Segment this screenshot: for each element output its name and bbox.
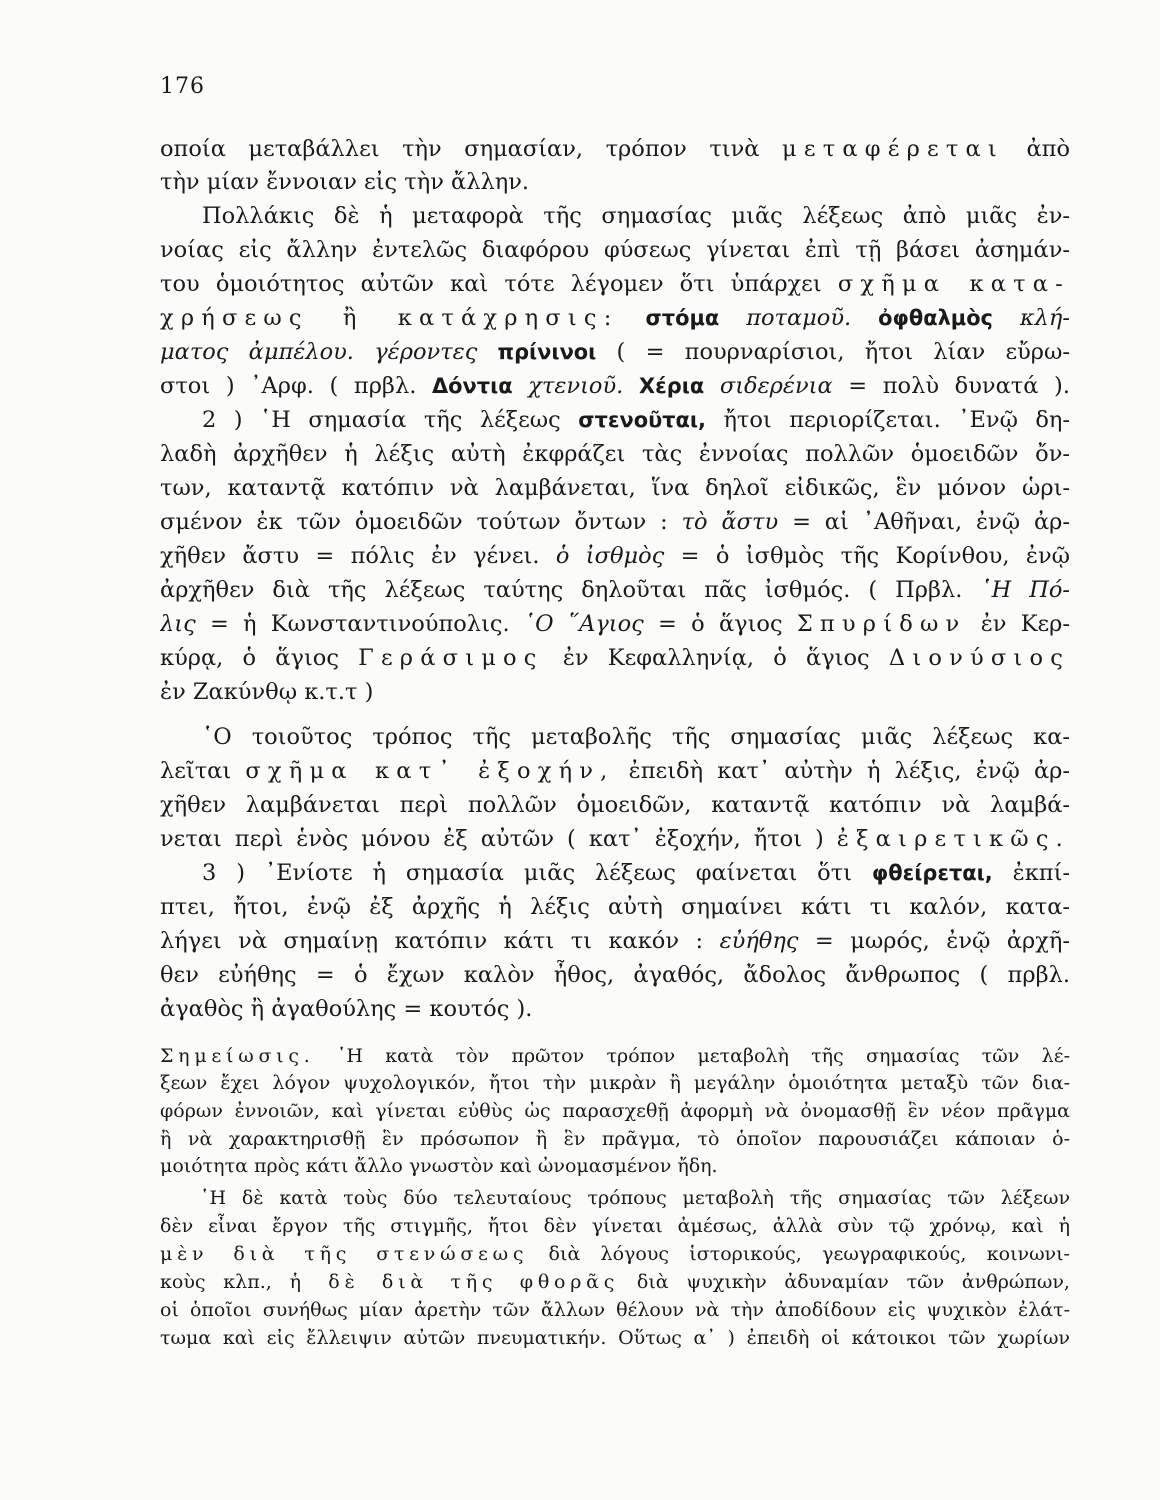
- text-line: κύρᾳ, ὁ ἅγιος Γεράσιμος ἐν Κεφαλληνίᾳ, ὁ ἅγιος Διονύσιος: [160, 645, 1070, 671]
- text-line: ῾Ο τοιοῦτος τρόπος τῆς μεταβολῆς τῆς σημασίας μιᾶς λέξεως κα-: [202, 724, 1070, 750]
- italic-example: χτενιοῦ.: [528, 373, 624, 399]
- text-line: στοι ) ᾿Αρφ. ( πρβλ. Δόντια χτενιοῦ. Χέρια σιδερένια = πολὺ δυνατά ).: [160, 373, 1070, 399]
- spaced-term: ἡ δὲ διὰ τῆς φθορᾶς: [289, 1271, 620, 1293]
- text-line: [160, 303, 1070, 333]
- text-line: του ὁμοιότητος αὐτῶν καὶ τότε λέγομεν ὅτι ὑπάρχει σχῆμα κατα-: [160, 271, 1070, 297]
- text-line: σμένον ἐκ τῶν ὁμοειδῶν τούτων ὄντων : τὸ ἄστυ = αἱ ᾿Αθῆναι, ἐνῷ ἀρ-: [160, 509, 1070, 535]
- spaced-term: σχῆμα κατ᾿ ἐξοχήν,: [245, 758, 615, 784]
- note-line: ξεων ἔχει λόγον ψυχολογικόν, ἤτοι τὴν μικρὰν ἢ μεγάλην ὁμοιότητα μεταξὺ τῶν δια-: [160, 1072, 1070, 1094]
- bold-term: στόμα: [645, 306, 720, 330]
- text-line: λις = ἡ Κωνσταντινούπολις. ῾Ο ῞Αγιος = ὁ ἅγιος Σπυρίδων ἐν Κερ-: [160, 611, 1070, 637]
- bold-term: πρίνινοι: [497, 340, 597, 364]
- text-line: ἀγαθὸς ἢ ἀγαθούλης = κουτός ).: [160, 996, 533, 1022]
- text-line: λήγει νὰ σημαίνῃ κατόπιν κάτι τι κακόν : εὐήθης = μωρός, ἐνῷ ἀρχῆ-: [160, 928, 1070, 954]
- italic-example: ποταμοῦ.: [746, 305, 852, 331]
- text-line: οποία μεταβάλλει τὴν σημασίαν, τρόπον τινὰ μεταφέρεται ἀπὸ: [160, 136, 1070, 162]
- italic-example: λις: [160, 611, 196, 637]
- spaced-term: μεταφέρεται: [782, 136, 1004, 162]
- italic-example: κλή-: [1019, 305, 1070, 331]
- bold-term: Χέρια: [638, 374, 705, 398]
- spaced-term: Γεράσιμος: [358, 645, 544, 671]
- text-line: χῆθεν ἄστυ = πόλις ἐν γένει. ὁ ἰσθμὸς = ὁ ἰσθμὸς τῆς Κορίνθου, ἐνῷ: [160, 543, 1070, 569]
- text-line: Πολλάκις δὲ ἡ μεταφορὰ τῆς σημασίας μιᾶς λέξεως ἀπὸ μιᾶς ἐν-: [202, 203, 1070, 229]
- text-line: ἐν Ζακύνθῳ κ.τ.τ ): [160, 679, 374, 705]
- note-line: μὲν διὰ τῆς στενώσεως διὰ λόγους ἱστορικούς, γεωγραφικούς, κοινωνι-: [160, 1243, 1070, 1265]
- spaced-term: Σπυρίδων: [796, 611, 967, 637]
- italic-example: ματος ἀμπέλου. γέροντες: [160, 339, 478, 365]
- note-line: ῾Η δὲ κατὰ τοὺς δύο τελευταίους τρόπους μεταβολὴ τῆς σημασίας τῶν λέξεων: [200, 1187, 1070, 1209]
- text-line: των, καταντᾷ κατόπιν νὰ λαμβάνεται, ἵνα δηλοῖ εἰδικῶς, ἓν μόνον ὡρι-: [160, 475, 1070, 501]
- bold-term: Δόντια: [432, 374, 513, 398]
- text-line: τὴν μίαν ἔννοιαν εἰς τὴν ἄλλην.: [160, 169, 530, 195]
- text-line: νεται περὶ ἑνὸς μόνου ἐξ αὐτῶν ( κατ᾿ ἐξοχήν, ἤτοι ) ἐξαιρετικῶς.: [160, 826, 1070, 852]
- bold-term: φθείρεται,: [871, 861, 993, 885]
- bold-term: στενοῦται,: [578, 408, 706, 432]
- text-line: χῆθεν λαμβάνεται περὶ πολλῶν ὁμοειδῶν, καταντᾷ κατόπιν νὰ λαμβά-: [160, 792, 1070, 818]
- note-line: ἢ νὰ χαρακτηρισθῇ ἓν πρόσωπον ἢ ἓν πρᾶγμα, τὸ ὁποῖον παρουσιάζει κάποιαν ὁ-: [160, 1128, 1070, 1150]
- bold-term: ὀφθαλμὸς: [878, 306, 993, 330]
- text-line: 3 ) ᾿Ενίοτε ἡ σημασία μιᾶς λέξεως φαίνεται ὅτι φθείρεται, ἐκπί-: [202, 860, 1070, 886]
- italic-example: ὁ ἰσθμὸς: [555, 543, 665, 569]
- italic-example: σιδερένια: [719, 373, 833, 399]
- spaced-term: Σημείωσις.: [160, 1045, 315, 1067]
- spaced-term: Διονύσιος: [888, 645, 1070, 671]
- text-line: θεν εὐήθης = ὁ ἔχων καλὸν ἦθος, ἀγαθός, ἄδολος ἄνθρωπος ( πρβλ.: [160, 962, 1070, 988]
- spaced-term: μὲν διὰ τῆς στενώσεως: [160, 1243, 529, 1265]
- note-line: τωμα καὶ εἰς ἔλλειψιν αὐτῶν πνευματικήν. Οὕτως α᾿ ) ἐπειδὴ οἱ κάτοικοι τῶν χωρίων: [160, 1327, 1070, 1349]
- note-line: φόρων ἐννοιῶν, καὶ γίνεται εὐθὺς ὡς παρασχεθῇ ἀφορμὴ νὰ ὀνομασθῇ ἓν νέον πρᾶγμα: [160, 1100, 1070, 1122]
- text-line: λεῖται σχῆμα κατ᾿ ἐξοχήν, ἐπειδὴ κατ᾿ αὐτὴν ἡ λέξις, ἐνῷ ἀρ-: [160, 758, 1070, 784]
- text-line: 2 ) ῾Η σημασία τῆς λέξεως στενοῦται, ἤτοι περιορίζεται. ᾿Ενῷ δη-: [202, 407, 1070, 433]
- page-number: 176: [160, 74, 205, 99]
- note-line: οἱ ὁποῖοι συνήθως μίαν ἀρετὴν τῶν ἄλλων θέλουν νὰ τὴν ἀποδίδουν εἰς ψυχικὸν ἐλάτ-: [160, 1299, 1070, 1321]
- note-line: δὲν εἶναι ἔργον τῆς στιγμῆς, ἤτοι δὲν γίνεται ἀμέσως, ἀλλὰ σὺν τῷ χρόνῳ, καὶ ἡ: [160, 1215, 1070, 1237]
- text-line: πτει, ἤτοι, ἐνῷ ἐξ ἀρχῆς ἡ λέξις αὐτὴ σημαίνει κάτι τι καλόν, κατα-: [160, 894, 1070, 920]
- note-line: Σημείωσις. ῾Η κατὰ τὸν πρῶτον τρόπον μεταβολὴ τῆς σημασίας τῶν λέ-: [160, 1045, 1070, 1067]
- spaced-term: σχῆμα κατα-: [837, 271, 1070, 297]
- spaced-term: ἐξαιρετικῶς.: [836, 826, 1070, 852]
- text-line: ἀρχῆθεν διὰ τῆς λέξεως ταύτης δηλοῦται πᾶς ἰσθμός. ( Πρβλ. ῾Η Πό-: [160, 577, 1070, 603]
- italic-example: εὐήθης: [719, 928, 799, 954]
- spaced-term: χρήσεως ἢ κατάχρησις:: [160, 305, 619, 331]
- note-line: μοιότητα πρὸς κάτι ἄλλο γνωστὸν καὶ ὠνομασμένον ἤδη.: [160, 1155, 718, 1177]
- text-line: νοίας εἰς ἄλλην ἐντελῶς διαφόρου φύσεως γίνεται ἐπὶ τῇ βάσει ἀσημάν-: [160, 237, 1070, 263]
- italic-example: ῾Ο ῞Αγιος: [523, 611, 644, 637]
- text-line: λαδὴ ἀρχῆθεν ἡ λέξις αὐτὴ ἐκφράζει τὰς ἐννοίας πολλῶν ὁμοειδῶν ὄν-: [160, 441, 1070, 467]
- italic-example: ῾Η Πό-: [980, 577, 1070, 603]
- note-line: κοὺς κλπ., ἡ δὲ διὰ τῆς φθορᾶς διὰ ψυχικὴν ἀδυναμίαν τῶν ἀνθρώπων,: [160, 1271, 1070, 1293]
- italic-example: τὸ ἄστυ: [681, 509, 779, 535]
- text-line: ματος ἀμπέλου. γέροντες πρίνινοι ( = πουρναρίσιοι, ἤτοι λίαν εὔρω-: [160, 339, 1070, 365]
